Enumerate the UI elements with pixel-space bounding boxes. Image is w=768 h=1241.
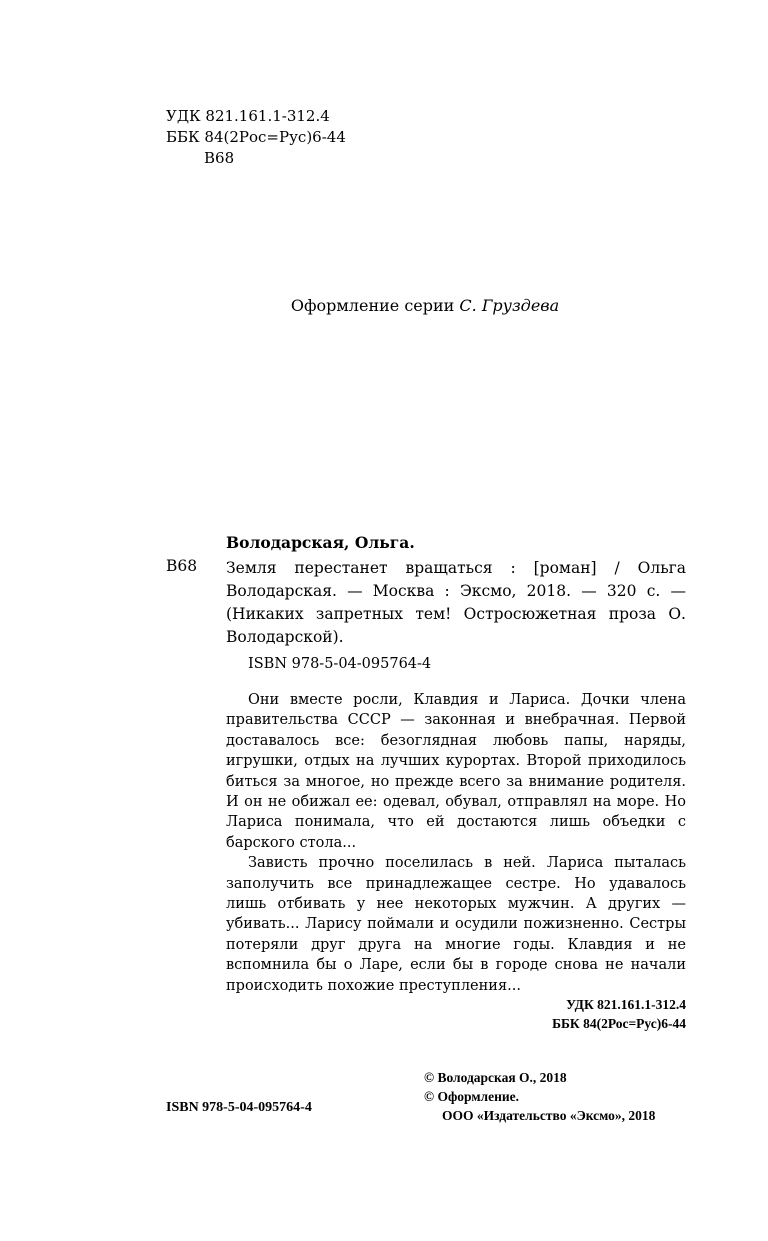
annotation <box>226 690 686 996</box>
series-designer: С. Груздева <box>459 296 560 315</box>
author-heading: Володарская, Ольга. <box>226 533 415 552</box>
copyright-block <box>424 1068 655 1125</box>
annotation-paragraph: Зависть прочно поселилась в ней. Лариса пыталась заполучить все принадлежащее сестре. Но удавалось лишь отбивать у нее некоторых мужчин. А других — убивать... Ларису поймали и осудили пожизненно. Сестры потеряли друг друга на многие годы. Клавдия и не вспомнила бы о Ларе, если бы в городе снова не начали происходить похожие преступления... <box>226 855 686 994</box>
bibliographic-description: Земля перестанет вращаться : [роман] / Ольга Володарская. — Москва : Эксмо, 2018. — 320 с. — (Никаких запретных тем! Остросюжетная проза О. Володарской). <box>226 559 686 646</box>
bbk-code: ББК 84(2Рос=Рус)6-44 <box>166 128 346 146</box>
classification-bbk: ББК 84(2Рос=Рус)6-44 <box>552 1016 686 1031</box>
bibliographic-code: В68 <box>166 557 198 575</box>
copyright-design: © Оформление. <box>424 1089 520 1104</box>
annotation-paragraph: Они вместе росли, Клавдия и Лариса. Дочки члена правительства СССР — законная и внебрачная. Первой доставалось все: безоглядная любовь папы, наряды, игрушки, отдых на лучших курортах. Второй приходилось биться за многое, но прежде всего за внимание родителя. И он не обижал ее: одевал, обувал, отправлял на море. Но Лариса понимала, что ей достаются лишь объедки с барского стола... <box>226 692 686 851</box>
series-design-credit <box>0 296 768 315</box>
udk-header-block <box>166 106 346 169</box>
copyright-author: © Володарская О., 2018 <box>424 1070 567 1085</box>
author-mark: В68 <box>204 149 235 167</box>
copyright-publisher: ООО «Издательство «Эксмо», 2018 <box>442 1108 656 1123</box>
classification-udk: УДК 821.161.1-312.4 <box>566 997 686 1012</box>
isbn-line: ISBN 978-5-04-095764-4 <box>248 656 432 672</box>
isbn-footer: ISBN 978-5-04-095764-4 <box>166 1100 312 1115</box>
classification-block <box>500 995 686 1033</box>
series-label: Оформление серии <box>290 296 455 315</box>
udk-code: УДК 821.161.1-312.4 <box>166 107 330 125</box>
